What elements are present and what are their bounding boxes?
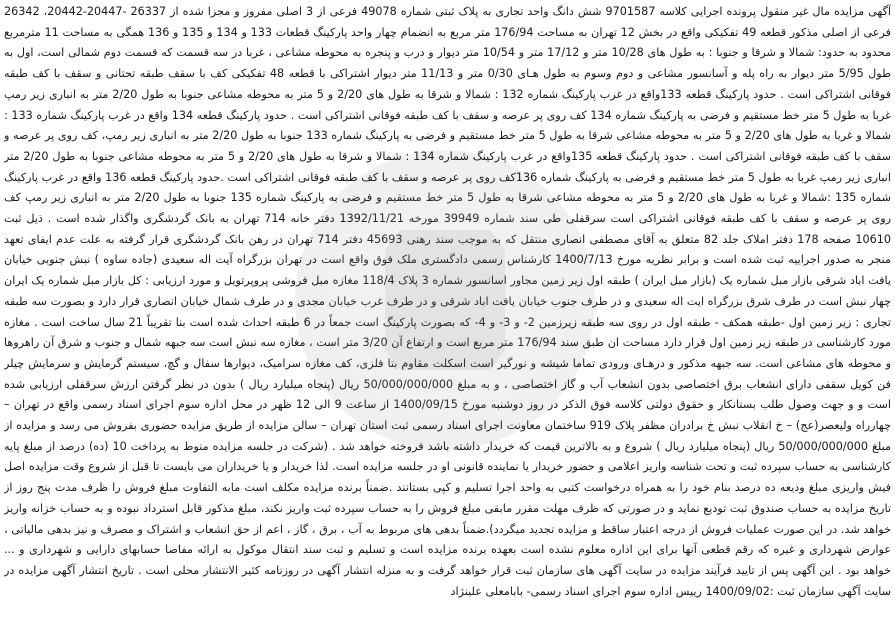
auction-notice-text: آگهی مزایده مال غیر منقول پرونده اجرایی کلاسه 9701587 شش دانگ واحد تجاری به پلاک ثبتی شماره 49078 فرعی از 3 اصلی مفروز و مجزا شده از 26337 -20447-20442، 26342 فرعی از اصلی مذکور قطعه 49 تفکیکی واقع در بخش 12 تهران به مساحت 176/94 متر مربع به انضمام چهار واحد پارکینگ قطعات 133 و 134 و 135 و 136 همگی به مساحت 11 مترمربع محدود به حدود: شمالا و شرقا و جنوبا : به طول های 10/28 متر و 17/12 متر و 10/54 متر دیوار و درب و پنجره به محوطه مشاعی ، غربا در سه قسمت که قسمت دوم شمالی است، اول به طول 5/95 متر دیوار به راه پله و آسانسور مشاعی و دوم وسوم به طول هـای 0/30 متر و 11/13 متر دیوار اشتراکی با قطعه 48 تفکیکی کف با سقف طبقه تحتانی و سقف با کف طبقه فوقانی اشتراکی است . حدود پارکینگ قطعه 133واقع در غرب پارکینگ شماره 132 : شمالا و شرقا به طول های 2/20 و 5 متر به محوطه مشاعی جنوبا به طول 2/20 متر به انباری زیر رمپ غربا به طول 5 متر خط مستقیم و فرضی به پارکینگ شماره 134 کف روی پر عرصه و سقف با کف طبقه فوقانی اشتراکی است . حدود پارکینگ قطعه 134 واقع در غرب پارکینگ شماره 133 : شمالا و غربا به طول های 2/20 و 5 متر به محوطه مشاعی شرقا به طول 5 متر خط مستقیم و فرضی به پارکینگ شماره 133 جنوبا به طول 2/20 متر به انباری زیر رمپ، کف روی پر عرصه و سقف با کف طبقه فوقانی اشتراکی است . حدود پارکینگ قطعه 135واقع در غرب پارکینگ شماره 134 : شمالا و شرقا به طول های 2/20 و 5 متر به محوطه مشاعی جنوبا به طول 2/20 متر انباری زیر رمپ غربا به طول 5 متر خط مستقیم و فرضی به پارکینگ شماره 136کف روی پر عرصه و سقف با کف طبقه فوقانی اشتراکی است .حدود پارکینگ قطعه 136 واقع در غرب پارکینگ شماره 135 :شمالا و غربا به طول های 2/20 و 5 متر به محوطه مشاعی شرقا به طول 5 متر خط مستقیم و فرضی به پارکینگ شماره 135 جنوبا به طول 2/20 متر به انباری زیر رمپ کف روی پر عرصه و سقف با کف طبقه فوقانی اشتراکی است سرقفلی طی سند شماره 39949 مورخه 1392/11/21 دفتر خانه 714 تهران به بانک گردشگری واگذار شده است . ذیل ثبت 10610 صفحه 178 دفتر املاک جلد 82 متعلق به آقای مصطفی انصاری منتقل که به موجب سند رهنی 45693 دفتر 714 تهران در رهن بانک گردشگری قرار گرفته به علت عدم ایفای تعهد منجر به صدور اجراییه ثبت شده است و برابر نظریه مورخ 1400/7/13 کارشناس رسمی دادگستری ملک فوق واقع است در تهران بزرگراه آیت اله سعیدی (جاده ساوه ) نبش جنوبی خیابان یافت اباد شرقی بازار مبل شماره یک (بازار مبل ایران ) طبقه اول زیر زمین مجاور اسانسور شماره 3 پلاک 118/4 مغازه مبل فروشی پروپرتویل و مورد ارزیابی : کل بازار مبل شماره یک ایران چهار نبش است در طرف شرق بزرگراه ایت اله سعیدی و در طرف جنوب خیابان یافت اباد شرقی و در طرف غرب خیابان مجدی و در طرف شمال خیابان انصاری قرار دارد و بصورت سه طبقه تجاری : زیر زمین اول -طبقه همکف - طبقه اول در روی سه طبقه زیرزمین 2- و 3- و 4- که بصورت پارکینگ است جمعاً در 6 طبقه احداث شده است بنا تقریباً 21 سال ساخت است . مغازه مورد کارشناسی در طبقه زیر زمین اول قرار دارد مساحت ان طبق سند 176/94 متر مربع است و ارتفاع آن 3/20 متر است ، مغازه سه نبش است سه جبهه شمال و جنوب و شرق آن راهروها و محوطه های مشاعی است. سه جبهه مذکور و درهـای ورودی تماما شیشه و نورگیر است اسکلت مقاوم بتا فلزی، کف مغازه سرامیک، دیوارها سفال و گچ، سیستم گرمایش و سرمایش چیلر فن کویل سقفی دارای انشعاب برق اختصاصی بدون انشعاب آب و گاز اختصاصی ، و به مبلغ 50/000/000/000 ریال (پنجاه میلیارد ریال ) بدون در نظر گرفتن ارزش سرقفلی ارزیابی شده است و و جهت وصول طلب بستانکار و حقوق دولتی کلاسه فوق الذکر در روز دوشنبه مورخ 1400/09/15 از ساعت 9 الی 12 ظهر در محل اداره سوم اجرای اسناد رسمی واقع در تهران – چهارراه ولیعصر(عج) – خ انقلاب نبش خ برادران مظفر پلاک 919 ساختمان معاونت اجرای اسناد رسمی ثبت استان تهران – سالن مزایده از طریق مزایده حضوری بفروش می رسد و مزایده از مبلغ 50/000/000/000 ریال (پنجاه میلیارد ریال ) شروع و به بالاترین قیمت که خریدار داشته باشد فروخته خواهد شد . (شرکت در جلسه مزایده منوط به پرداخت 10 (ده) درصد از مبلغ پایه کارشناسی به حساب سپرده ثبت و تحت شناسه واریز اعلامی و حضور خریدار یا نماینده قانونی او در جلسه مزایده است. لذا خریدار و یا خریداران می بایست تا قبل از شروع وقت مزایده اصل فیش واریزی مبلغ ودیعه ده درصد بنام خود را به همراه درخواست کتبی به واحد اجرا تسلیم و کپی بستانند .ضمناً برنده مزایده مکلف است مابه التفاوت مبلغ فروش را ظرف مدت پنج روز از تاریخ مزایده به حساب صندوق ثبت تودیع نماید و در صورتی که ظرف مهلت مقرر مابقی مبلغ فروش را به حساب سپرده ثبت واریز نکند، مبلغ مذکور قابل استرداد نبوده و به حساب خزانه واریز خواهد شد. در این صورت عملیات فروش از درجه اعتبار ساقط و مزایده تجدید میگردد).ضمناً بدهی های مربوط به آب ، برق ، گاز ، اعم از حق انشعاب و اشتراک و مصرف و نیز بدهی مالیاتی ، عوارض شهرداری و غیره که رقم قطعی آنها برای این اداره معلوم نشده است بعهده برنده مزایده است و تسلیم و ثبت سند انتقال موکول به ارائه مفاصا حسابهای دارایی و شهرداری و ... خواهد بود . این آگهی پس از تایید فرآیند مزایده در سایت آگهی های سازمان ثبت قرار خواهد گرفت و به منزله انتشار آگهی در روزنامه کثیر الانتشار محلی است . تاریخ انتشار آگهی مزایده در سایت آگهی سازمان ثبت :1400/09/02 رییس اداره سوم اجرای اسناد رسمی- بابامعلی علینژاد	[4, 5, 891, 598]
